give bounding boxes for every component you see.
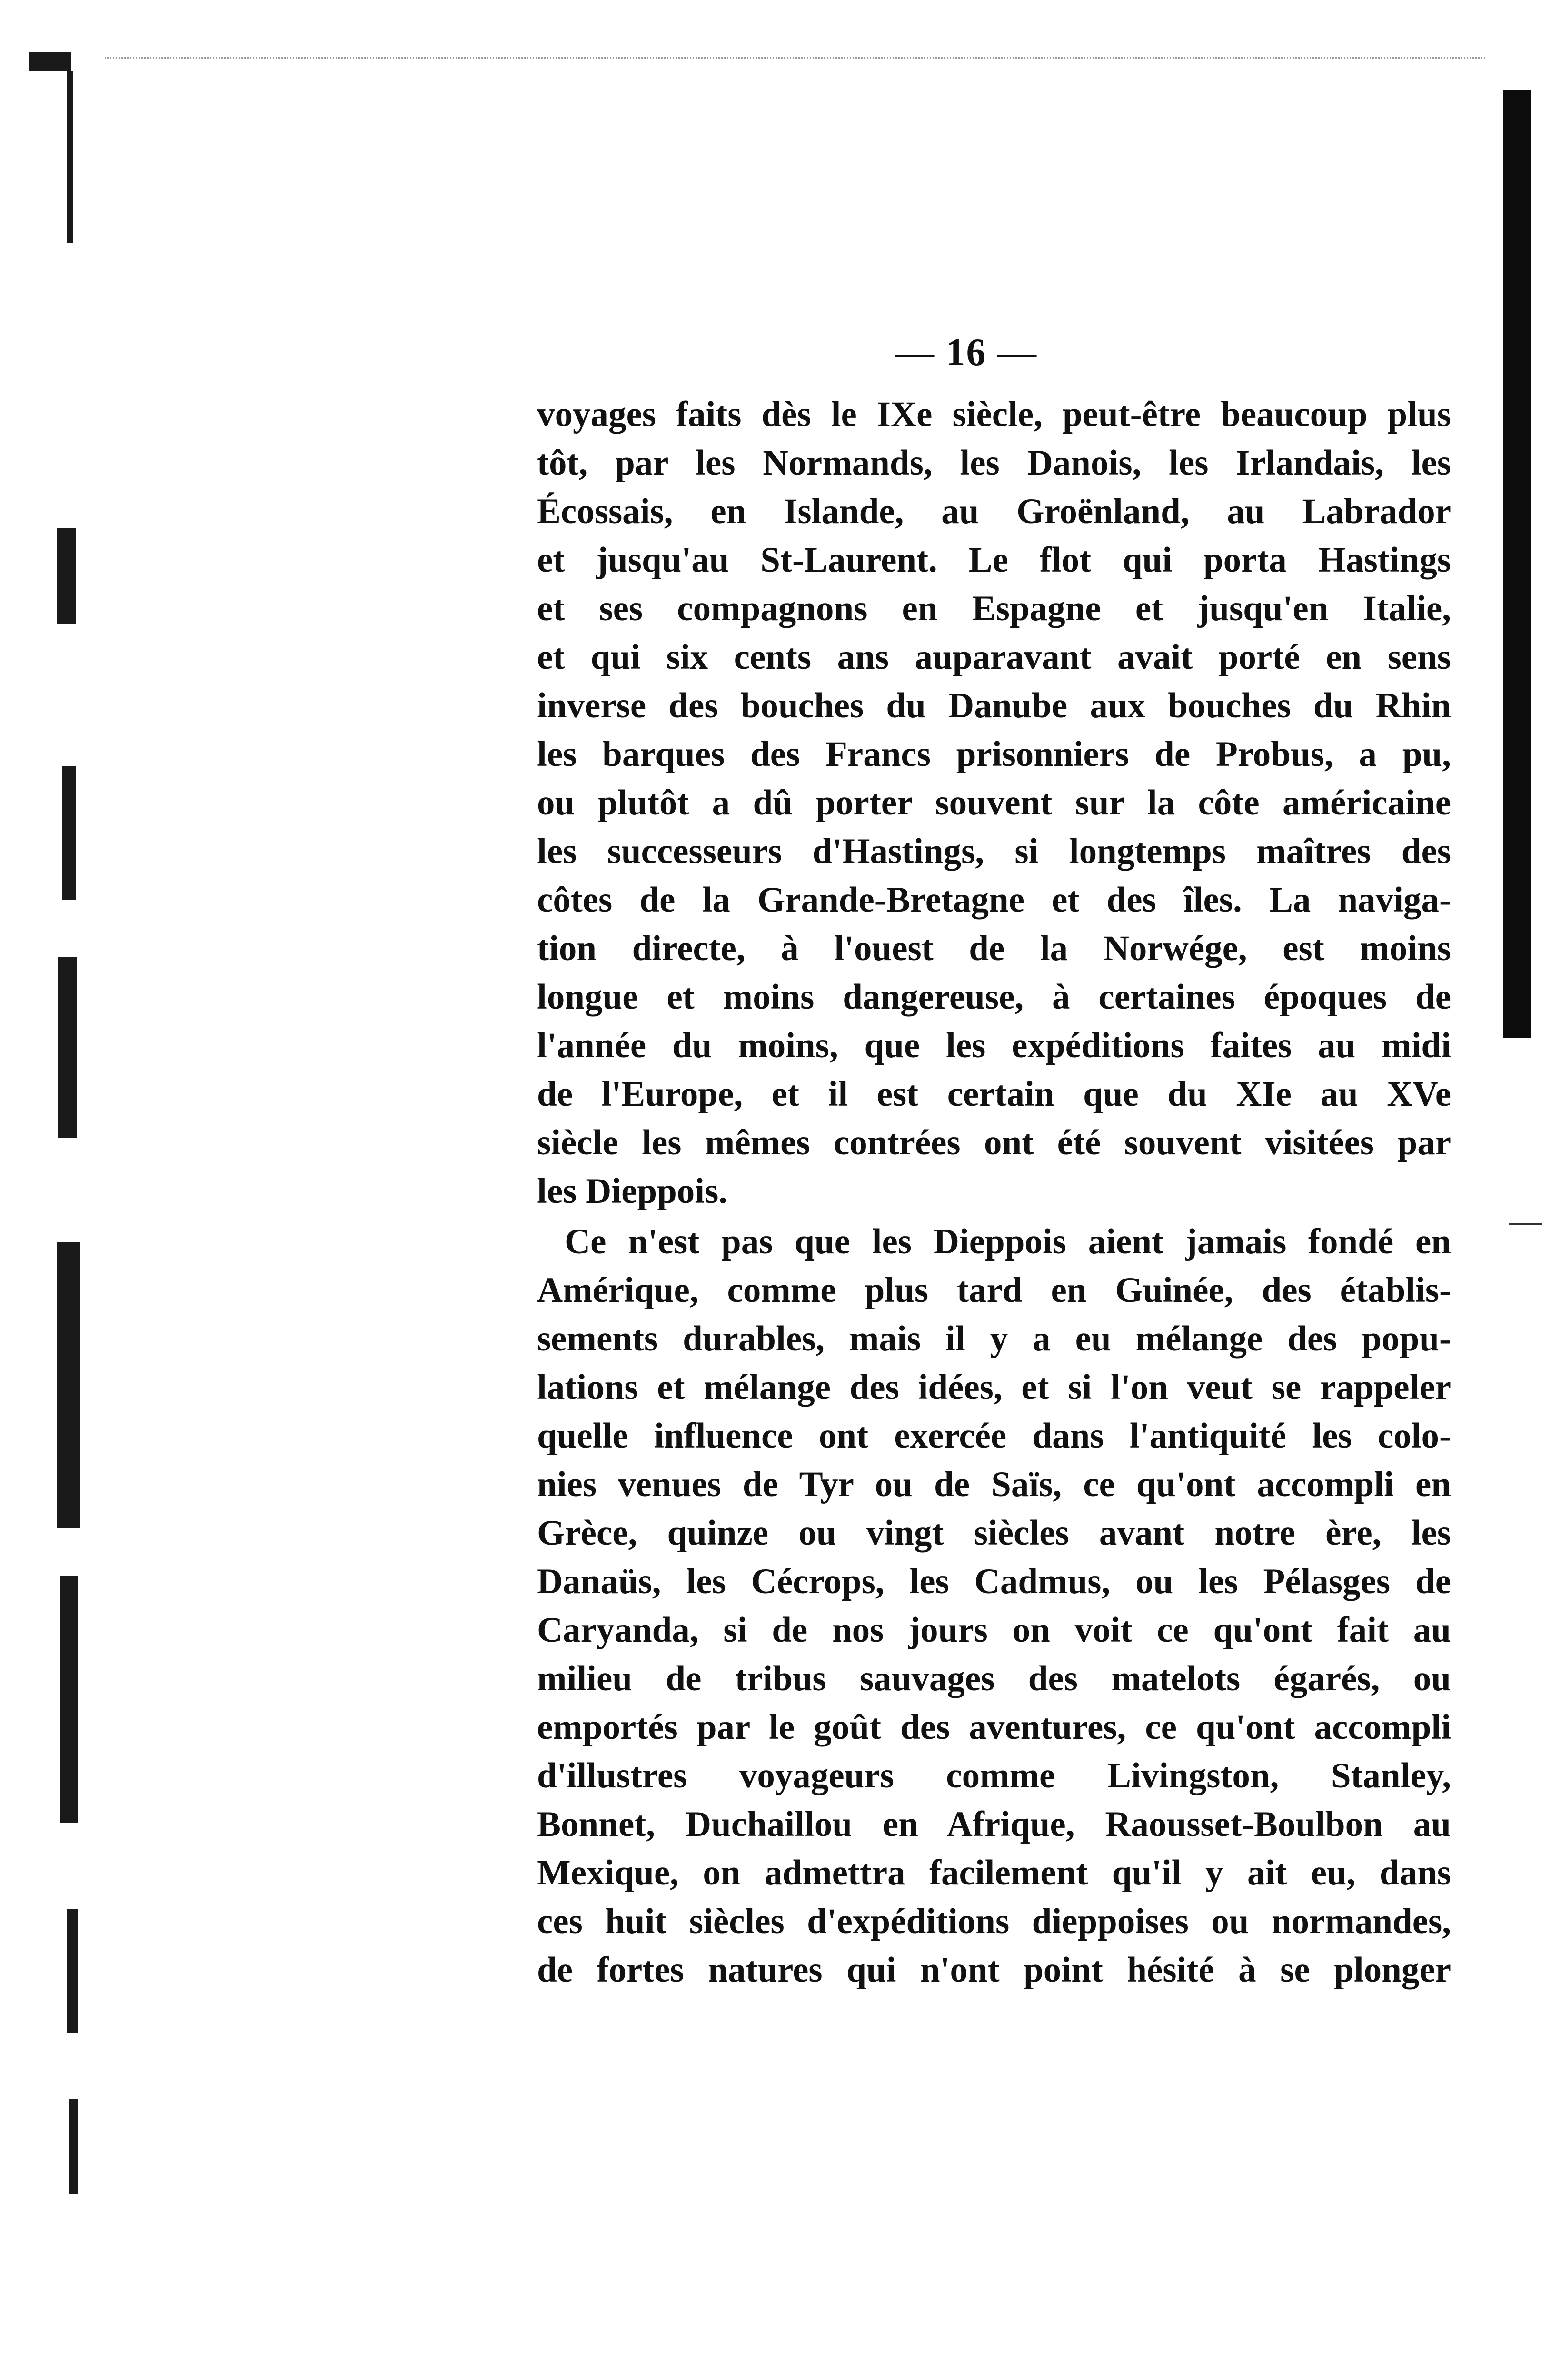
scan-mark-right [1509,1223,1542,1225]
text-line: inverse des bouches du Danube aux bouches du Rhin [537,686,1451,725]
scan-top-edge [105,57,1485,61]
page-number: — 16 — [895,330,1037,374]
text-line: de l'Europe, et il est certain que du XIe au XVe [537,1074,1451,1114]
text-line: Ce n'est pas que les Dieppois aient jamais fondé en [565,1222,1451,1261]
paragraph [537,390,1451,1216]
text-line: ou plutôt a dû porter souvent sur la côte américaine [537,783,1451,823]
text-line: Amérique, comme plus tard en Guinée, des établis- [537,1270,1451,1310]
text-line: les successeurs d'Hastings, si longtemps maîtres des [537,832,1451,871]
text-line: voyages faits dès le IXe siècle, peut-être beaucoup plus [537,395,1451,434]
scan-mark [60,1576,78,1823]
scan-mark [57,1242,80,1528]
text-line: siècle les mêmes contrées ont été souvent visitées par [537,1123,1451,1162]
text-line: tôt, par les Normands, les Danois, les Irlandais, les [537,443,1451,483]
text-line: longue et moins dangereuse, à certaines époques de [537,977,1451,1017]
text-line: Caryanda, si de nos jours on voit ce qu'ont fait au [537,1610,1451,1650]
text-line: milieu de tribus sauvages des matelots égarés, ou [537,1659,1451,1698]
scan-binding-edge-right [1503,90,1531,1038]
text-line: de fortes natures qui n'ont point hésité à se plonger [537,1950,1451,1990]
text-line: les Dieppois. [537,1171,728,1211]
body-text [537,390,1451,1994]
scan-mark [69,2099,78,2194]
scan-mark [62,766,76,900]
text-line: et qui six cents ans auparavant avait porté en sens [537,637,1451,677]
scan-mark [57,528,76,624]
text-line: Écossais, en Islande, au Groënland, au Labrador [537,492,1451,531]
scan-binding-edge-left [29,52,152,2147]
text-line: emportés par le goût des aventures, ce qu'ont accompli [537,1707,1451,1747]
text-line: Danaüs, les Cécrops, les Cadmus, ou les Pélasges de [537,1562,1451,1601]
text-line: sements durables, mais il y a eu mélange des popu- [537,1319,1451,1359]
text-line: lations et mélange des idées, et si l'on veut se rappeler [537,1368,1451,1407]
text-line: Grèce, quinze ou vingt siècles avant notre ère, les [537,1513,1451,1553]
text-line: d'illustres voyageurs comme Livingston, Stanley, [537,1756,1451,1795]
scan-mark [58,957,77,1138]
text-line: tion directe, à l'ouest de la Norwége, est moins [537,929,1451,968]
paragraph [537,1218,1451,1994]
text-line: l'année du moins, que les expéditions faites au midi [537,1026,1451,1065]
text-line: ces huit siècles d'expéditions dieppoises ou normandes, [537,1902,1451,1941]
text-line: nies venues de Tyr ou de Saïs, ce qu'ont accompli en [537,1465,1451,1504]
text-line: et jusqu'au St-Laurent. Le flot qui porta Hastings [537,540,1451,580]
text-line: quelle influence ont exercée dans l'antiquité les colo- [537,1416,1451,1456]
text-line: et ses compagnons en Espagne et jusqu'en Italie, [537,589,1451,628]
scan-mark [29,52,71,71]
text-line: Mexique, on admettra facilement qu'il y ait eu, dans [537,1853,1451,1893]
text-line: côtes de la Grande-Bretagne et des îles. La naviga- [537,880,1451,920]
text-line: Bonnet, Duchaillou en Afrique, Raousset-Boulbon au [537,1805,1451,1844]
text-line: les barques des Francs prisonniers de Probus, a pu, [537,734,1451,774]
scan-mark [67,1909,78,2033]
scan-mark [67,71,73,243]
